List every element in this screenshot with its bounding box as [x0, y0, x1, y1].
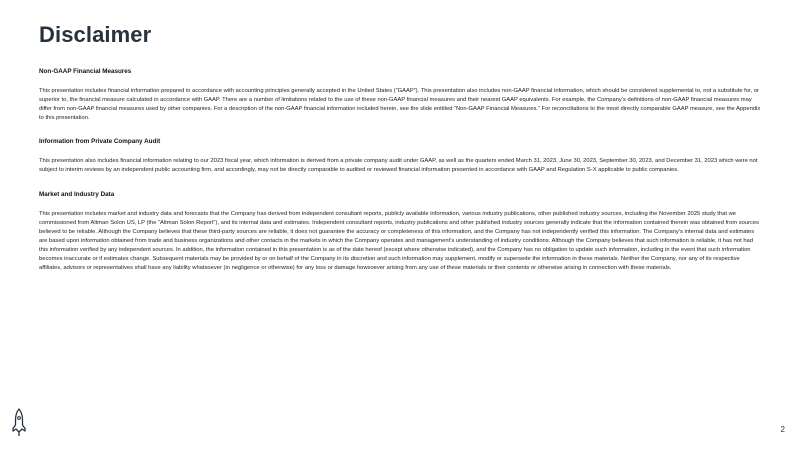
disclaimer-content [39, 67, 761, 273]
rocket-logo-icon [12, 408, 26, 436]
page-title: Disclaimer [39, 22, 152, 47]
section-body: This presentation includes market and industry data and forecasts that the Company has derived from independent consultant reports, publicly available information, various industry publications, other published industry sources, including the November 2025 study that we commissioned from Altman Solon US, LP (the “Altman Solon Report”), and its internal data and estimates. Independent consultant reports, industry publications and other published industry sources generally indicate that the information contained therein was obtained from sources believed to be reliable. Although the Company believes that these third-party sources are reliable, it does not guarantee the accuracy or completeness of this information, and the Company has not independently verified this information. The Company’s internal data and estimates are based upon information obtained from trade and business organizations and other contacts in the markets in which the Company operates and management’s understanding of industry conditions. Although the Company believes that such information is reliable, it has not had this information verified by any independent sources. In addition, the information contained in this presentation is as of the date hereof (except where otherwise indicated), and the Company has no obligation to update such information, including in the event that such information becomes inaccurate or if estimates change. Subsequent materials may be provided by or on behalf of the Company in its discretion and such information may supplement, modify or supersede the information in these materials. Neither the Company, nor any of its respective affiliates, advisors or representatives shall have any liability whatsoever (in negligence or otherwise) for any loss or damage howsoever arising from any use of these materials or their contents or otherwise arising in connection with these materials. [39, 210, 760, 272]
page-number: 2 [780, 425, 785, 434]
section-body: This presentation also includes financial information relating to our 2023 fiscal year, which information is derived from a private company audit under GAAP, as well as the quarters ended March 31, 2023, June 30, 2023, September 30, 2023, and December 31, 2023 which were not subject to interim reviews by an independent public accounting firm, and accordingly, may not be directly comparable to audited or reviewed financial information presented in accordance with GAAP and Regulation S-X applicable to public companies. [39, 158, 758, 174]
section-market-data [39, 190, 761, 274]
section-private-audit [39, 137, 761, 175]
section-heading: Information from Private Company Audit [39, 138, 161, 146]
section-body: This presentation includes financial information prepared in accordance with accounting principles generally accepted in the United States (“GAAP”). This presentation also includes non-GAAP financial information, which should be considered supplemental to, not a substitute for, or superior to, the financial measure calculated in accordance with GAAP. There are a number of limitations related to the use of these non-GAAP financial measures and their nearest GAAP equivalents. For example, the Company’s definitions of non-GAAP financial measures may differ from non-GAAP financial measures used by other companies. For a description of the non-GAAP financial information included herein, see the slide entitled “Non-GAAP Financial Measures.” For reconciliations to the most directly comparable GAAP measure, see the Appendix to this presentation. [39, 88, 761, 122]
section-non-gaap [39, 67, 761, 123]
section-heading: Non-GAAP Financial Measures [39, 68, 132, 75]
section-heading: Market and Industry Data [39, 190, 115, 198]
